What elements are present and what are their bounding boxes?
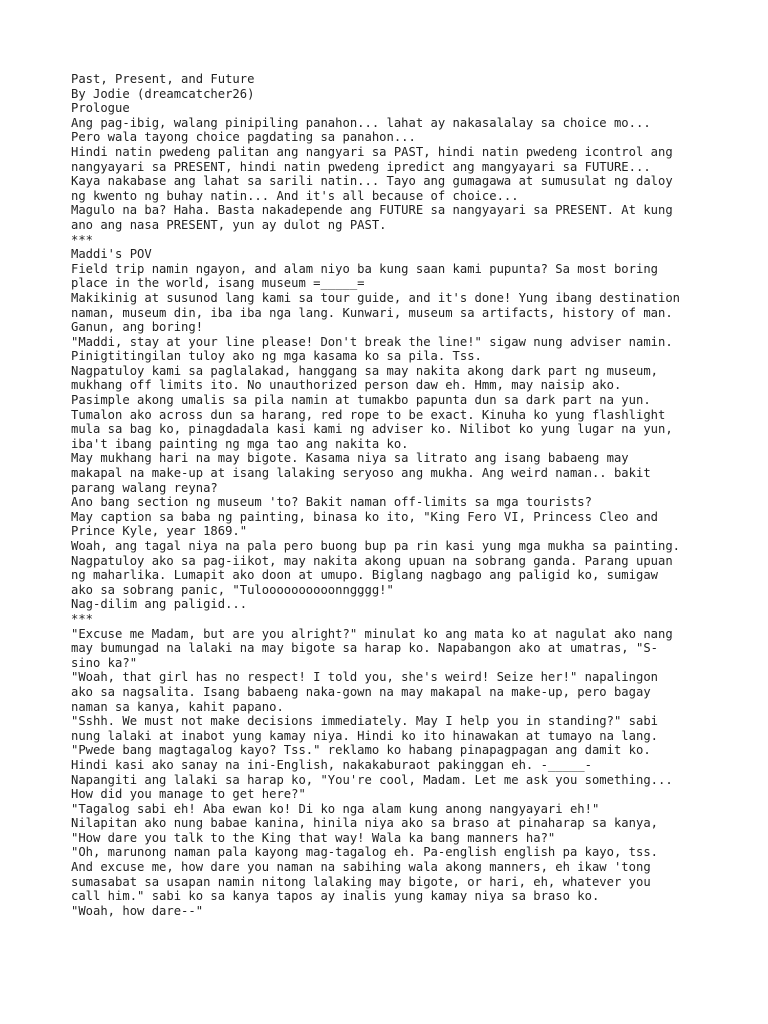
text-line: "Sshh. We must not make decisions immediately. May I help you in standing?" sabi	[71, 714, 658, 729]
text-line: Woah, ang tagal niya na pala pero buong bup pa rin kasi yung mga mukha sa painting.	[71, 539, 681, 553]
text-line: Hindi natin pwedeng palitan ang nangyari sa PAST, hindi natin pwedeng icontrol ang	[71, 144, 673, 159]
text-line: ng maharlika. Lumapit ako doon at umupo. Biglang nagbago ang paligid ko, sumigaw	[71, 568, 658, 583]
text-line: "Excuse me Madam, but are you alright?" minulat ko ang mata ko at nagulat ako nang	[71, 626, 673, 641]
text-line: Pero wala tayong choice pagdating sa panahon...	[71, 130, 416, 145]
text-line: Nagpatuloy ako sa pag-iikot, may nakita akong upuan na sobrang ganda. Parang upuan	[71, 553, 673, 568]
text-line: sino ka?"	[71, 655, 138, 670]
text-line: "Oh, marunong naman pala kayong mag-tagalog eh. Pa-english english pa kayo, tss.	[71, 845, 658, 860]
text-line: Magulo na ba? Haha. Basta nakadepende ang FUTURE sa nangyayari sa PRESENT. At kung	[71, 203, 673, 218]
text-line: Hindi kasi ako sanay na ini-English, nakakaburaot pakinggan eh. -_____-	[71, 757, 592, 772]
text-line: nangyayari sa PRESENT, hindi natin pwedeng ipredict ang mangyayari sa FUTURE...	[71, 159, 651, 174]
text-line: "How dare you talk to the King that way! Wala ka bang manners ha?"	[71, 830, 556, 845]
text-line: makapal na make-up at isang lalaking seryoso ang mukha. Ang weird naman.. bakit	[71, 466, 651, 481]
text-line: mula sa bag ko, pinagdadala kasi kami ng adviser ko. Nilibot ko yung lugar na yun,	[71, 422, 673, 437]
text-line: Ganun, ang boring!	[71, 320, 204, 335]
text-line: Ang pag-ibig, walang pinipiling panahon... lahat ay nakasalalay sa choice mo...	[71, 115, 651, 130]
text-line: Prince Kyle, year 1869."	[71, 524, 248, 539]
text-line: "Woah, how dare--"	[71, 903, 204, 918]
document-author: By Jodie (dreamcatcher26)	[71, 86, 255, 101]
text-line: Napangiti ang lalaki sa harap ko, "You're cool, Madam. Let me ask you something...	[71, 772, 673, 787]
section-divider: ***	[71, 611, 94, 626]
text-line: iba't ibang painting ng mga tao ang nakita ko.	[71, 436, 409, 451]
text-line: Ano bang section ng museum 'to? Bakit naman off-limits sa mga tourists?	[71, 495, 592, 510]
text-line: And excuse me, how dare you naman na sabihing wala akong manners, eh ikaw 'tong	[71, 860, 651, 875]
text-line: may bumungad na lalaki na may bigote sa harap ko. Napabangon ako at umatras, "S-	[71, 641, 658, 656]
text-line: naman, museum din, iba iba nga lang. Kunwari, museum sa artifacts, history of man.	[71, 305, 673, 320]
text-line: Nagpatuloy kami sa paglalakad, hanggang sa may nakita akong dark part ng museum,	[71, 363, 658, 378]
text-line: ng kwento ng buhay natin... And it's all because of choice...	[71, 188, 519, 203]
text-line: Nilapitan ako nung babae kanina, hinila niya ako sa braso at pinaharap sa kanya,	[71, 816, 658, 831]
text-line: Field trip namin ngayon, and alam niyo ba kung saan kami pupunta? Sa most boring	[71, 261, 658, 276]
document-title: Past, Present, and Future	[71, 72, 255, 86]
section-divider: ***	[71, 232, 94, 247]
text-line: May caption sa baba ng painting, binasa ko ito, "King Fero VI, Princess Cleo and	[71, 509, 658, 524]
text-line: "Woah, that girl has no respect! I told you, she's weird! Seize her!" napalingon	[71, 670, 658, 685]
text-line: "Maddi, stay at your line please! Don't break the line!" sigaw nung adviser namin.	[71, 334, 673, 349]
text-line: Kaya nakabase ang lahat sa sarili natin... Tayo ang gumagawa at sumusulat ng daloy	[71, 174, 673, 189]
section-heading-prologue: Prologue	[71, 101, 130, 116]
text-line: "Tagalog sabi eh! Aba ewan ko! Di ko nga alam kung anong nangyayari eh!"	[71, 801, 600, 816]
text-line: ano ang nasa PRESENT, yun ay dulot ng PAST.	[71, 217, 387, 232]
text-line: Makikinig at susunod lang kami sa tour guide, and it's done! Yung ibang destination	[71, 290, 681, 305]
text-line: "Pwede bang magtagalog kayo? Tss." reklamo ko habang pinapagpagan ang damit ko.	[71, 743, 651, 758]
section-heading-pov: Maddi's POV	[71, 247, 152, 262]
text-line: mukhang off limits ito. No unauthorized person daw eh. Hmm, may naisip ako.	[71, 378, 622, 393]
text-line: Pinigtitingilan tuloy ako ng mga kasama ko sa pila. Tss.	[71, 349, 482, 364]
text-line: nung lalaki at inabot yung kamay niya. Hindi ko ito hinawakan at tumayo na lang.	[71, 728, 658, 743]
text-line: place in the world, isang museum =_____=	[71, 276, 365, 291]
text-line: parang walang reyna?	[71, 480, 218, 495]
text-line: sumasabat sa usapan namin nitong lalaking may bigote, or hari, eh, whatever you	[71, 874, 651, 889]
text-line: ako sa sobrang panic, "Tuloooooooooonngggg!"	[71, 582, 394, 597]
text-line: May mukhang hari na may bigote. Kasama niya sa litrato ang isang babaeng may	[71, 451, 629, 466]
text-line: Nag-dilim ang paligid...	[71, 597, 248, 612]
text-line: call him." sabi ko sa kanya tapos ay inalis yung kamay niya sa braso ko.	[71, 889, 600, 904]
text-line: How did you manage to get here?"	[71, 787, 306, 802]
text-line: Tumalon ako across dun sa harang, red rope to be exact. Kinuha ko yung flashlight	[71, 407, 666, 422]
document-page	[71, 72, 711, 918]
text-line: ako sa nagsalita. Isang babaeng naka-gown na may makapal na make-up, pero bagay	[71, 684, 651, 699]
text-line: naman sa kanya, kahit papano.	[71, 699, 284, 714]
text-line: Pasimple akong umalis sa pila namin at tumakbo papunta dun sa dark part na yun.	[71, 393, 651, 408]
